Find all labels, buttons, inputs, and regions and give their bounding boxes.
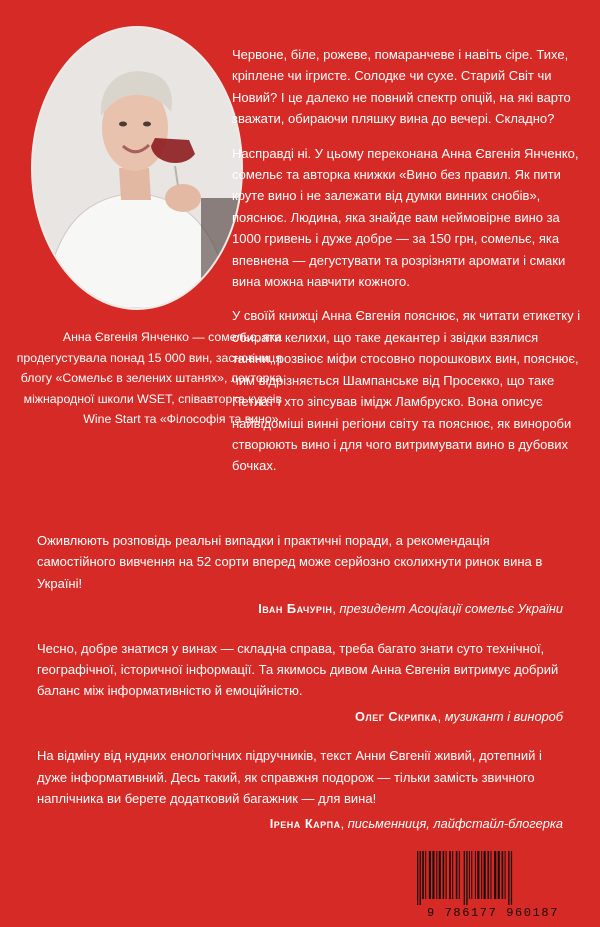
barcode-bar xyxy=(422,851,424,899)
review-1 xyxy=(37,530,563,620)
review-1-author: Іван Бачурін, президент Асоціації сомельє України xyxy=(258,601,563,617)
author-portrait xyxy=(31,26,243,310)
barcode-bar xyxy=(484,851,486,899)
barcode-bar xyxy=(429,851,431,899)
barcode-bar xyxy=(481,851,482,899)
barcode-bar xyxy=(425,851,426,899)
description-paragraph-3: У своїй книжці Анна Євгенія пояснює, як читати етикетку і обирати келихи, що таке декантер і звідки взялися таніни, розвіює міфи стосовно порошкових вин, пояснює, чим відрізняється Шампанське від Просекко, що таке Петнат і хто зіпсував імідж Ламбруско. Вона описує найвідоміші винні регіони світу та пояснює, як винороби створюють вино і для чого витримувати вино в дубових бочках. xyxy=(232,308,581,474)
review-2 xyxy=(37,638,563,728)
barcode-bar xyxy=(436,851,437,899)
barcode-bars xyxy=(403,851,583,905)
barcode-bar xyxy=(443,851,445,899)
book-description xyxy=(232,44,582,490)
review-1-author-role: президент Асоціації сомельє України xyxy=(339,601,563,617)
reviews-section xyxy=(37,530,563,853)
barcode-bar xyxy=(488,851,490,899)
barcode-bar xyxy=(452,851,453,899)
barcode-bar xyxy=(498,851,500,899)
review-3-author-name: Ірена Карпа xyxy=(269,816,341,832)
barcode-bar xyxy=(502,851,504,899)
barcode-bar xyxy=(475,851,476,899)
description-paragraph-2: Насправді ні. У цьому переконана Анна Євгенія Янченко, сомельє та авторка книжки «Вино без правил. Як пити круте вино і не залежати від думки винних снобів», пояснює. Людина, яка знайде вам неймовірне вино за 1000 гривень і дуже добре — за 150 грн, сомельє, яка впевнена — дегустувати та розрізняти аромати і смаки вина можна навчити кожного. xyxy=(232,145,579,290)
barcode-bar xyxy=(477,851,479,899)
review-2-author: Олег Скрипка, музикант і винороб xyxy=(354,708,563,724)
barcode-bar xyxy=(456,851,458,899)
barcode-bar xyxy=(508,851,509,905)
barcode-bar xyxy=(417,851,418,905)
isbn-number: 9 786177 960187 xyxy=(426,906,560,920)
review-3-author-role: письменниця, лайфстайл-блогерка xyxy=(347,816,563,832)
barcode-bar xyxy=(505,851,506,899)
barcode-bar xyxy=(471,851,472,899)
barcode-bar xyxy=(439,851,441,899)
barcode-bar xyxy=(469,851,470,899)
author-portrait-illustration xyxy=(33,28,241,308)
barcode-bar xyxy=(449,851,451,899)
review-2-author-role: музикант і винороб xyxy=(444,708,563,724)
review-1-text: Оживлюють розповідь реальні випадки і практичні поради, а рекомендація самостійного вивчення на 52 сорти вперед може серйозно сколихнути ринок вина в Україні! xyxy=(37,533,543,591)
barcode-bar xyxy=(464,851,465,905)
description-paragraph-1: Червоне, біле, рожеве, помаранчеве і навіть сіре. Тихе, кріплене чи ігристе. Солодке чи сухе. Старий Світ чи Новий? І це далеко не повний спектр опцій, на які варто зважати, обираючи пляшку вина до вечері. Складно? xyxy=(232,47,571,127)
review-2-text: Чесно, добре знатися у винах — складна справа, треба багато знати суто технічної, географічної, історичної інформації. Та якимось дивом Анна Євгенія витримує добрий баланс між інформативністю й емоційністю. xyxy=(37,640,559,699)
barcode-bar xyxy=(491,851,492,899)
barcode-bar xyxy=(420,851,421,905)
barcode-bar xyxy=(511,851,512,905)
barcode-bar xyxy=(432,851,434,899)
barcode-bar xyxy=(446,851,447,899)
review-3 xyxy=(37,745,563,835)
barcode-bar xyxy=(459,851,460,899)
review-1-author-name: Іван Бачурін xyxy=(258,601,333,617)
author-caption-text: Анна Євгенія Янченко — сомельє, яка продегустувала понад 15 000 вин, засновниця блогу «Сомельє в зелених штанях», лекторка міжнародної школи WSET, співавторка курсів Wine Start та «Філософія та вино». xyxy=(16,330,282,426)
barcode-bar xyxy=(466,851,467,905)
review-3-author: Ірена Карпа, письменниця, лайфстайл-блогерка xyxy=(269,816,563,832)
barcode-bar xyxy=(494,851,496,899)
review-2-author-name: Олег Скрипка xyxy=(354,708,438,724)
review-3-text: На відміну від нудних енологічних підручників, текст Анни Євгенії живий, дотепний і дуже інформативний. Десь такий, як справжня подорож — тільки замість звичного наплічника ви берете додатковий багажник — для вина! xyxy=(37,748,542,807)
